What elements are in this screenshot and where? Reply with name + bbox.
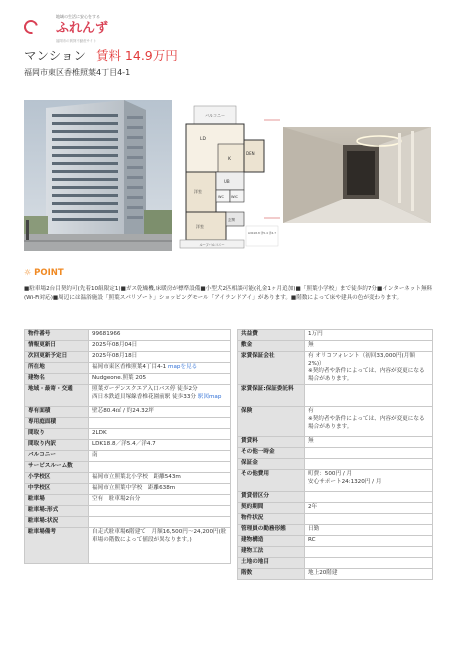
spec-value <box>305 547 433 558</box>
spec-value-text: 無 <box>308 438 314 445</box>
spec-label: 敷金 <box>238 341 305 352</box>
spec-value <box>305 330 433 341</box>
spec-value-text: 南 <box>92 452 98 458</box>
spec-label: 物件状況 <box>238 514 305 525</box>
spec-value-text: 2025年08月18日 <box>92 353 138 359</box>
plan-label-den: DEN <box>246 151 255 156</box>
spec-row <box>25 528 231 564</box>
spec-label: その他費用 <box>238 470 305 492</box>
spec-label: 管理員の勤務形態 <box>238 525 305 536</box>
spec-label: サービスルーム数 <box>25 462 89 473</box>
spec-label: 駐車場:状況 <box>25 517 89 528</box>
spec-value <box>305 525 433 536</box>
spec-label: バルコニー <box>25 451 89 462</box>
spec-value <box>89 451 231 462</box>
spec-label: 間取り <box>25 429 89 440</box>
spec-label: 賃貸料 <box>238 437 305 448</box>
spec-row <box>25 506 231 517</box>
spec-value <box>89 484 231 495</box>
spec-value-text: 2年 <box>308 504 318 511</box>
entrance-hall-photo <box>283 127 431 223</box>
spec-value <box>305 558 433 569</box>
spec-row <box>25 429 231 440</box>
spec-value-text: 福岡市立照葉中学校 距離638m <box>92 485 176 491</box>
spec-row <box>25 462 231 473</box>
floor-plan <box>176 100 280 251</box>
spec-label: 建物構造 <box>238 536 305 547</box>
spec-value <box>89 429 231 440</box>
spec-row <box>25 352 231 363</box>
spec-row <box>238 470 433 492</box>
spec-value <box>305 514 433 525</box>
spec-row <box>238 569 433 580</box>
spec-label: 階数 <box>238 569 305 580</box>
property-kind: マンション <box>24 48 86 63</box>
spec-value-text: 福岡市東区香椎照葉4丁目4-1 <box>92 364 167 370</box>
spec-value <box>89 462 231 473</box>
spec-label: 専用庭面積 <box>25 418 89 429</box>
spec-value <box>89 440 231 451</box>
spec-row <box>238 525 433 536</box>
spec-row <box>238 536 433 547</box>
spec-value <box>305 407 433 437</box>
plan-label-balcony: バルコニー <box>205 113 225 118</box>
plan-label-roof-balcony: ルーフバルコニー <box>199 243 225 247</box>
spec-row <box>238 330 433 341</box>
spec-label: 保証金 <box>238 459 305 470</box>
spec-table-right <box>237 329 433 580</box>
spec-value-text: 壁芯80.4㎡ / 約24.32坪 <box>92 408 154 414</box>
spec-row <box>238 341 433 352</box>
spec-value <box>305 470 433 492</box>
spec-value <box>305 448 433 459</box>
spec-row <box>25 440 231 451</box>
spec-row <box>238 437 433 448</box>
spec-label: 家賃保証会社 <box>238 352 305 385</box>
spec-label: 専有面積 <box>25 407 89 418</box>
rent-price: 賃料 14.9万円 <box>95 48 178 63</box>
spec-row <box>25 385 231 407</box>
spec-value-text: 有 オリコフォレント（初回33,000円(月額2%)） ※契約者や条件によっては、内容が変更になる場合があります。 <box>308 353 425 382</box>
spec-value <box>89 473 231 484</box>
spec-label: 次回更新予定日 <box>25 352 89 363</box>
spec-value-text: 空有 駐車場2台分 <box>92 496 141 502</box>
plan-label-room2: 洋室 <box>196 224 204 229</box>
spec-label: 家賃保証:保証委託料 <box>238 385 305 407</box>
logo-brand: ふれんず <box>56 21 109 36</box>
plan-label-entrance: 玄関 <box>228 218 235 222</box>
spec-value <box>89 495 231 506</box>
spec-row <box>238 514 433 525</box>
spec-row <box>238 407 433 437</box>
spec-value-text: 照葉ガーデンスクエア入口バス停 徒歩2分 西日本鉄道貝塚線香椎花園前駅 徒歩33分 <box>92 386 198 400</box>
spec-value <box>89 517 231 528</box>
spec-value <box>305 503 433 514</box>
spec-value-text: 無 <box>308 342 314 348</box>
spec-value-text: 日勤 <box>308 526 320 533</box>
spec-row <box>238 459 433 470</box>
spec-label: 間取り内訳 <box>25 440 89 451</box>
spec-label: 建物工法 <box>238 547 305 558</box>
logo-mark-icon <box>21 17 40 36</box>
spec-value <box>305 536 433 547</box>
spec-value <box>305 459 433 470</box>
spec-row <box>25 330 231 341</box>
spec-value <box>89 352 231 363</box>
property-address: 福岡市東区香椎照葉4丁目4-1 <box>24 68 131 77</box>
spec-value-text: RC <box>308 537 316 544</box>
spec-value <box>305 385 433 407</box>
spec-value <box>89 418 231 429</box>
site-logo[interactable] <box>24 12 134 43</box>
spec-row <box>238 503 433 514</box>
logo-tagline: 地域の生活に安心をする <box>56 14 100 19</box>
spec-value <box>89 374 231 385</box>
spec-row <box>25 495 231 506</box>
spec-value <box>305 352 433 385</box>
spec-label: 共益費 <box>238 330 305 341</box>
spec-label: 所在地 <box>25 363 89 374</box>
spec-label: 駐車場 <box>25 495 89 506</box>
spec-table-left <box>24 329 231 564</box>
spec-label: 駐車場備考 <box>25 528 89 564</box>
spec-value-text: 福岡市立照葉北小学校 距離543m <box>92 474 181 480</box>
spec-row <box>25 473 231 484</box>
spec-row <box>238 448 433 459</box>
lightbulb-icon: ☼ <box>24 268 32 277</box>
spec-label: その他一時金 <box>238 448 305 459</box>
plan-label-ld: LD <box>200 137 206 142</box>
spec-value <box>305 569 433 580</box>
spec-row <box>25 517 231 528</box>
spec-label: 情報更新日 <box>25 341 89 352</box>
spec-row <box>25 418 231 429</box>
point-text: ■駐車場2台目契約可(先着10組限定1)■ガス乾燥機,床暖房が標準設備■小型犬2匹相談可能(礼金1ヶ月追加)■「照葉小学校」まで徒歩約7分■インターネット無料(Wi-Fi対応)■周辺には温浴施設「照葉スパリゾート」ショッピングモール「アイランドアイ」があります。■階数によって床や建具の色が変わります。 <box>24 286 433 302</box>
spec-label: 物件番号 <box>25 330 89 341</box>
spec-label: 建物名 <box>25 374 89 385</box>
spec-value-text: 2LDK <box>92 430 107 436</box>
point-heading: ☼ POINT <box>24 268 64 278</box>
plan-label-room1: 洋室 <box>194 189 202 194</box>
spec-row <box>25 374 231 385</box>
spec-row <box>25 484 231 495</box>
spec-value-text: 2025年08月04日 <box>92 342 138 348</box>
spec-label: 土地の地目 <box>238 558 305 569</box>
map-link[interactable]: mapを見る <box>168 364 198 370</box>
spec-value <box>89 341 231 352</box>
spec-value <box>305 492 433 503</box>
spec-value <box>89 363 231 374</box>
building-photo <box>24 100 172 251</box>
spec-value <box>89 330 231 341</box>
spec-value-text: 町費：500円 / 月 安心サポート24:1320円 / 月 <box>308 471 382 485</box>
spec-row <box>238 385 433 407</box>
spec-value-text: 有 ※契約者や条件によっては、内容が変更になる場合があります。 <box>308 408 425 430</box>
spec-label: 契約期間 <box>238 503 305 514</box>
spec-value-text: 1万円 <box>308 331 323 337</box>
spec-row <box>238 352 433 385</box>
spec-value <box>305 437 433 448</box>
spec-value <box>89 407 231 418</box>
spec-value <box>89 528 231 564</box>
spec-row <box>25 407 231 418</box>
spec-row <box>238 558 433 569</box>
spec-label: 駐車場:形式 <box>25 506 89 517</box>
map-link[interactable]: 駅図map <box>197 393 222 400</box>
plan-label-ub: UB <box>224 179 230 184</box>
plan-label-wic: WIC <box>231 195 238 199</box>
spec-label: 地域・最寄・交通 <box>25 385 89 407</box>
plan-label-k: K <box>228 157 231 162</box>
spec-value-text: 99681966 <box>92 331 121 337</box>
spec-value <box>89 385 231 407</box>
spec-label: 賃貸借区分 <box>238 492 305 503</box>
spec-value-text: 自走式駐車場6階建て 月額16,500円～24,200円(駐車場の階数によって値段が異なります。) <box>92 529 227 543</box>
spec-row <box>25 363 231 374</box>
spec-label: 保険 <box>238 407 305 437</box>
logo-sub: 福岡市の賃貸不動産サイト <box>56 39 97 43</box>
spec-value <box>89 506 231 517</box>
spec-value-text: 地上20階建 <box>308 570 338 577</box>
page-title <box>24 48 178 64</box>
spec-row <box>238 492 433 503</box>
spec-row <box>25 451 231 462</box>
spec-value <box>305 341 433 352</box>
spec-label: 小学校区 <box>25 473 89 484</box>
spec-value-text: LDK18.8／洋5.4／洋4.7 <box>92 441 156 447</box>
plan-unit-label: LDK18.8 洋5.4 洋4.7 <box>247 231 277 235</box>
spec-value-text: Nudgeone.照葉 205 <box>92 375 147 381</box>
plan-label-wc: WC <box>218 195 224 199</box>
spec-label: 中学校区 <box>25 484 89 495</box>
spec-row <box>238 547 433 558</box>
spec-row <box>25 341 231 352</box>
